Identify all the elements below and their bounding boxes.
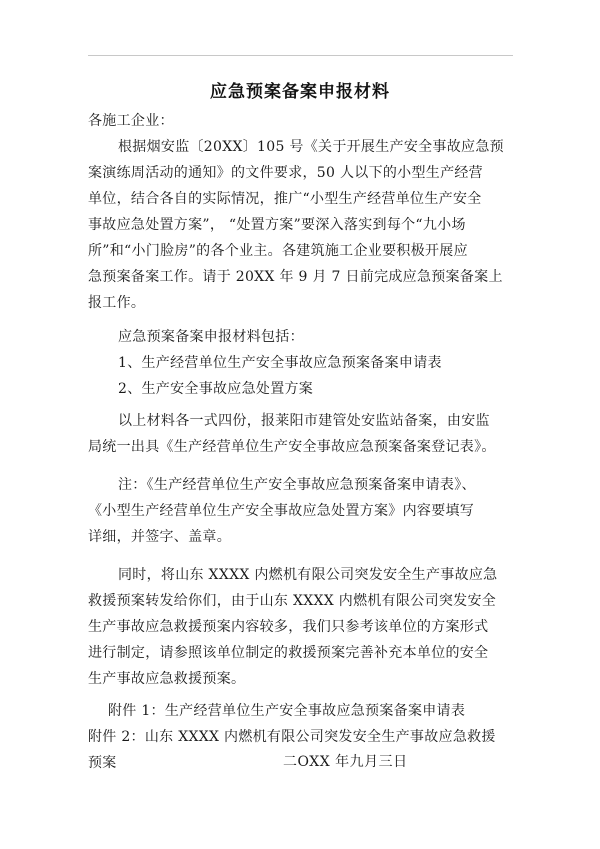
paragraph-line: 急预案备案工作。请于 20XX 年 9 月 7 日前完成应急预案备案上 xyxy=(88,269,503,285)
paragraph-line: 注：《生产经营单位生产安全事故应急预案备案申请表》、 xyxy=(118,477,476,493)
materials-item: 1、生产经营单位生产安全事故应急预案备案申请表 xyxy=(118,355,442,371)
paragraph-line: 《小型生产经营单位生产安全事故应急处置方案》内容要填写 xyxy=(88,503,475,519)
paragraph-line: 详细，并签字、盖章。 xyxy=(88,529,231,545)
document-body xyxy=(88,108,516,776)
salutation: 各施工企业： xyxy=(88,113,174,129)
paragraph-line: 生产事故应急救援预案。 xyxy=(88,671,246,687)
paragraph-line: 局统一出具《生产经营单位生产安全事故应急预案备案登记表》。 xyxy=(88,439,496,455)
paragraph-line: 进行制定，请参照该单位制定的救援预案完善补充本单位的安全 xyxy=(88,645,489,661)
note-paragraph xyxy=(88,472,516,550)
paragraph-line: 根据烟安监〔20XX〕105 号《关于开展生产安全事故应急预 xyxy=(118,139,504,155)
header-rule xyxy=(88,55,513,56)
materials-intro: 应急预案备案申报材料包括： xyxy=(118,329,304,345)
paragraph-line: 单位，结合各自的实际情况，推广“小型生产经营单位生产安全 xyxy=(88,191,482,207)
paragraph-line: 案演练周活动的通知》的文件要求，50 人以下的小型生产经营 xyxy=(88,165,483,181)
attachment-line: 预案 xyxy=(88,755,117,771)
paragraph-line: 救援预案转发给你们，由于山东 XXXX 内燃机有限公司突发安全 xyxy=(88,593,497,609)
paragraph-line: 生产事故应急救援预案内容较多，我们只参考该单位的方案形式 xyxy=(88,619,489,635)
attachment-1: 附件 1：生产经营单位生产安全事故应急预案备案申请表 xyxy=(108,703,466,719)
paragraph-forward xyxy=(88,562,516,692)
paragraph-line: 事故应急处置方案”， “处置方案”要深入落实到每个“九小场 xyxy=(88,217,466,233)
paragraph-notice xyxy=(88,134,516,316)
paragraph-line: 以上材料各一式四份，报莱阳市建管处安监站备案，由安监 xyxy=(118,413,490,429)
paragraph-line: 所”和“小门脸房”的各个业主。各建筑施工企业要积极开展应 xyxy=(88,243,468,259)
paragraph-line: 同时，将山东 XXXX 内燃机有限公司突发安全生产事故应急 xyxy=(118,567,498,583)
attachment-line: 附件 2：山东 XXXX 内燃机有限公司突发安全生产事故应急救援 xyxy=(88,729,496,745)
document-date: 二OXX 年九月三日 xyxy=(283,754,408,770)
materials-item: 2、生产安全事故应急处置方案 xyxy=(118,381,314,397)
paragraph-line: 报工作。 xyxy=(88,295,146,311)
page-title: 应急预案备案申报材料 xyxy=(210,82,390,102)
paragraph-filing xyxy=(88,408,516,460)
